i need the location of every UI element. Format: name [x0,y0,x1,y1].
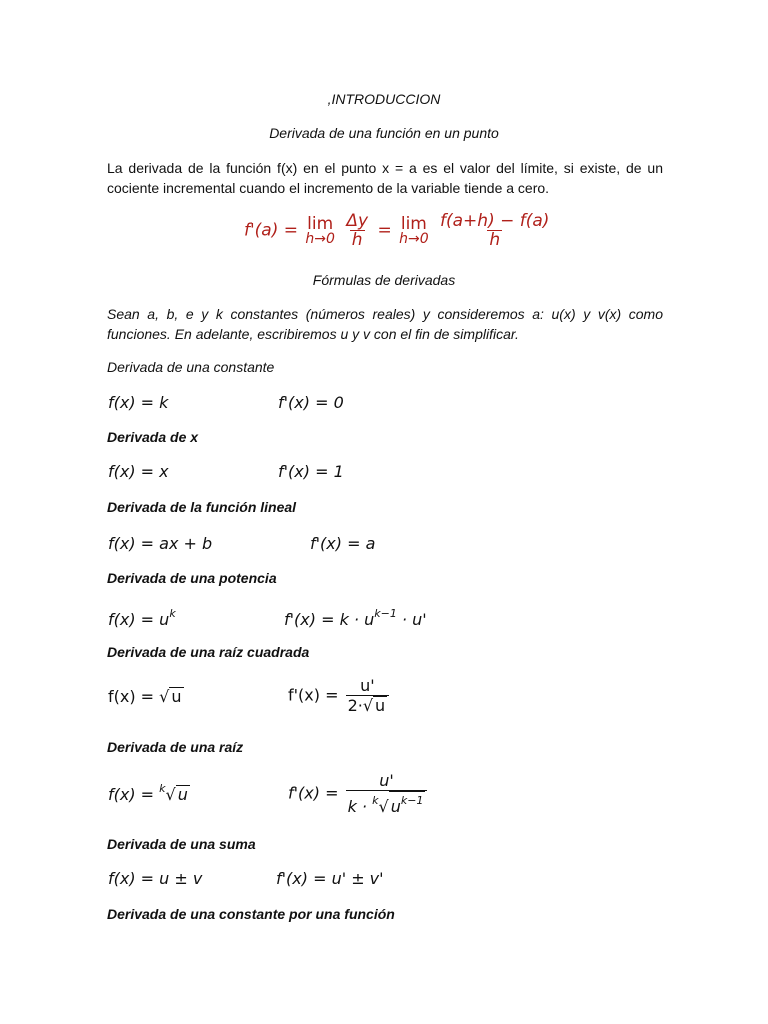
formula-function: f(x) = x [108,462,169,481]
section-heading: Derivada de una constante [107,359,275,375]
formula-equals: = [283,220,298,241]
formula-function: f(x) = √ u [108,687,182,706]
preamble-paragraph: Sean a, b, e y k constantes (números reales) y consideremos a: u(x) y v(x) como funciones. En adelante, escribiremos u y v con el fin de simplificar. [107,306,663,342]
section-heading: Derivada de una potencia [107,570,277,586]
formula-derivative: f'(x) = 1 [278,462,344,481]
section-heading: Derivada de x [107,429,199,445]
formula-derivative: f'(x) = a [310,534,376,553]
section-subtitle: Derivada de una función en un punto [269,125,499,141]
formula-lhs: f'(a) [244,220,279,241]
formula-function: f(x) = ax + b [108,534,213,553]
formula-derivative: $f'(x) = k \cdot u^{k-1} \cdot u'$ [284,607,427,629]
section-heading: Derivada de una constante por una función [107,906,395,922]
derivative-definition-formula [244,212,553,249]
section-heading: Derivada de una suma [107,836,256,852]
fraction-root-derivative: $\frac{u'}{k \cdot ^k√ u^{k-1}}$ [346,772,428,816]
formula-derivative: f'(x) = 0 [278,393,344,412]
formula-function: $f(x) = u^k$ [108,607,176,629]
limit-operator: lim h→0 [305,213,335,247]
formula-function: f(x) = k [108,393,169,412]
formula-function: f(x) = u ± v [108,869,203,888]
page-title: ,INTRODUCCION [327,91,441,107]
formula-function: f(x) = $^k$√ u [108,782,188,804]
fraction-sqrt-derivative: $\frac{u'}{2\cdot√ u}$ [346,677,390,715]
fraction-difference-quotient: $\frac{f(a+h) - f(a)}{h}$ [440,211,550,250]
formula-derivative: f'(x) = u' ± v' [276,869,384,888]
section-heading: Derivada de una raíz cuadrada [107,644,310,660]
section-heading: Derivada de una raíz [107,739,244,755]
formula-derivative: f'(x) = $\frac{u'}{2\cdot√ u}$ [288,677,391,715]
limit-operator: lim h→0 [399,213,429,247]
intro-paragraph: La derivada de la función f(x) en el punto x = a es el valor del límite, si existe, de un cociente incremental cuando el incremento de la variable tiende a cero. [107,160,663,196]
formula-derivative: f'(x) = $\frac{u'}{k \cdot ^k√ u^{k-1}}$ [288,772,429,816]
formulas-heading: Fórmulas de derivadas [312,272,456,288]
section-heading: Derivada de la función lineal [107,499,297,515]
formula-equals: = [377,220,392,241]
fraction-dy-h: $\frac{\Delta y}{h}$ [346,211,369,250]
